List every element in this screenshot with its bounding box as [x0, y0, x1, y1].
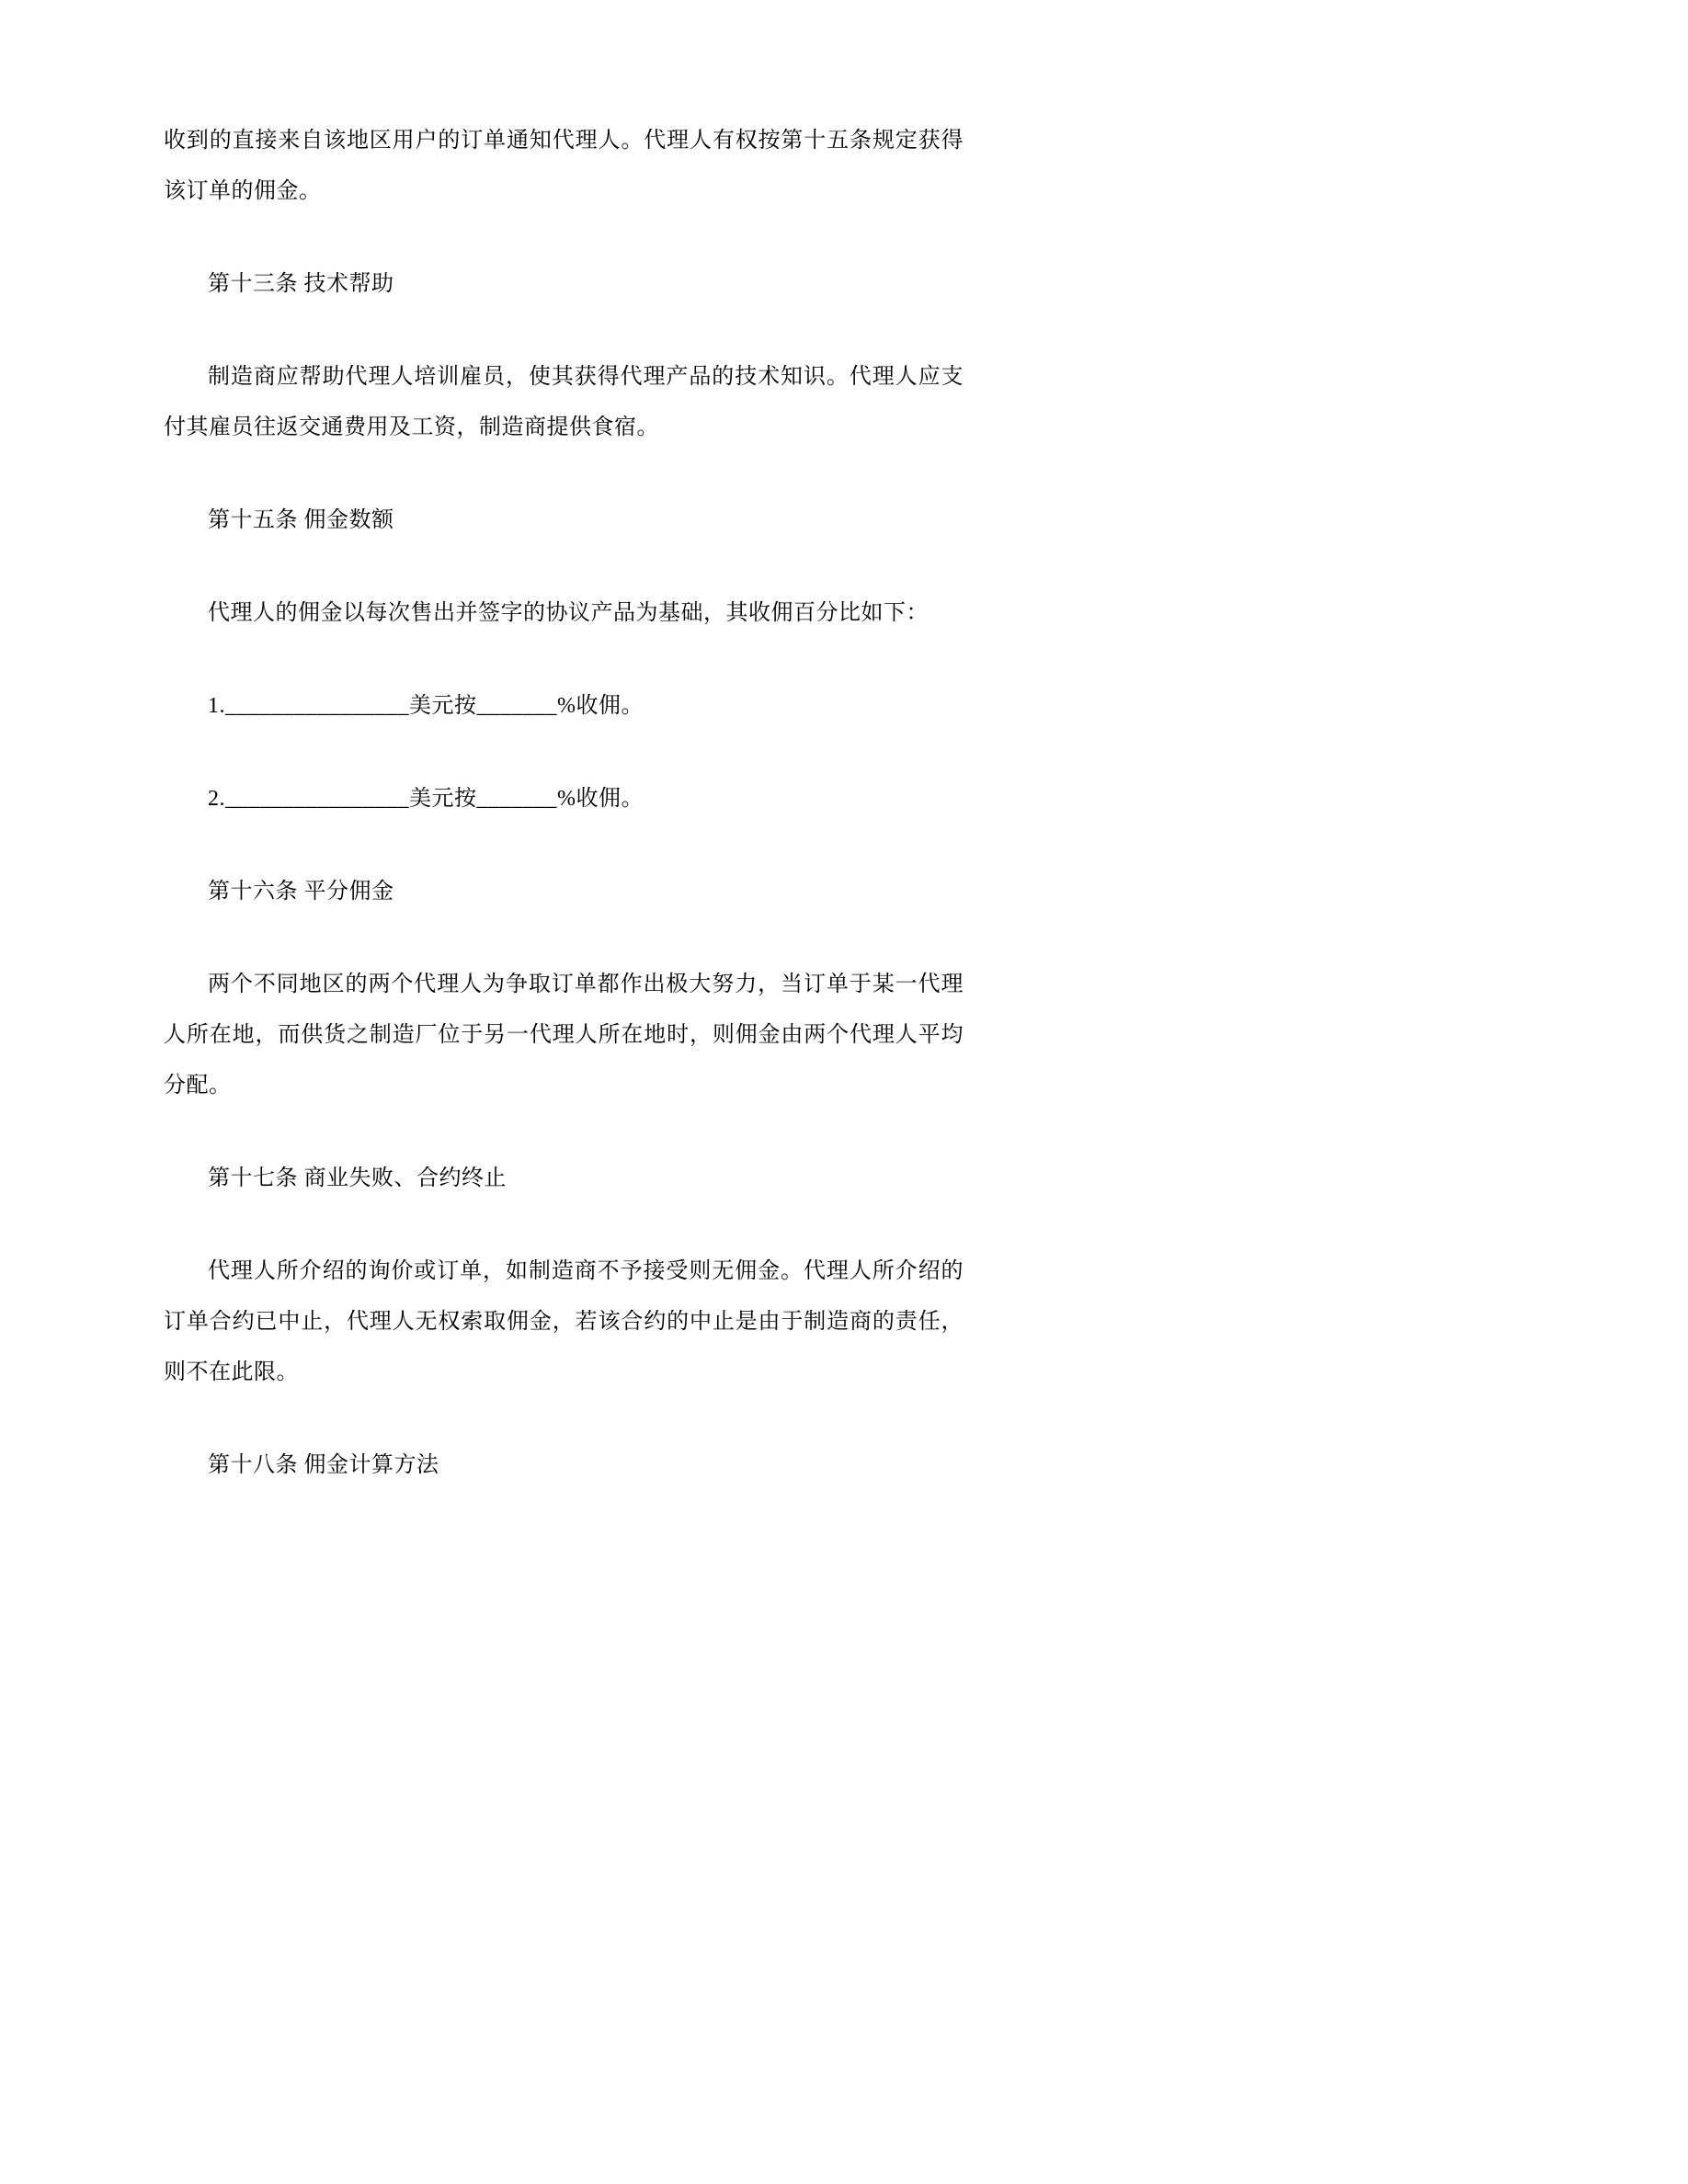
- fill-in-item-1: 1.________________美元按_______%收佣。: [208, 694, 644, 718]
- section-heading-article-17: 第十七条 商业失败、合约终止: [208, 1166, 507, 1190]
- document-content: [164, 116, 964, 1491]
- section-heading-article-13: 第十三条 技术帮助: [208, 272, 394, 296]
- paragraph-continuation: 收到的直接来自该地区用户的订单通知代理人。代理人有权按第十五条规定获得该订单的佣金。: [164, 129, 964, 203]
- section-heading-article-16: 第十六条 平分佣金: [208, 880, 394, 904]
- section-heading-article-15: 第十五条 佣金数额: [208, 508, 394, 532]
- paragraph-article-15-body: 代理人的佣金以每次售出并签字的协议产品为基础，其收佣百分比如下：: [208, 601, 929, 625]
- paragraph-article-17-body: 代理人所介绍的询价或订单，如制造商不予接受则无佣金。代理人所介绍的订单合约已中止，代理人无权索取佣金，若该合约的中止是由于制造商的责任，则不在此限。: [164, 1259, 964, 1384]
- section-heading-article-18: 第十八条 佣金计算方法: [208, 1453, 439, 1477]
- fill-in-item-2: 2.________________美元按_______%收佣。: [208, 787, 644, 811]
- paragraph-article-16-body: 两个不同地区的两个代理人为争取订单都作出极大努力，当订单于某一代理人所在地，而供货之制造厂位于另一代理人所在地时，则佣金由两个代理人平均分配。: [164, 973, 964, 1098]
- paragraph-article-13-body: 制造商应帮助代理人培训雇员，使其获得代理产品的技术知识。代理人应支付其雇员往返交通费用及工资，制造商提供食宿。: [164, 365, 964, 439]
